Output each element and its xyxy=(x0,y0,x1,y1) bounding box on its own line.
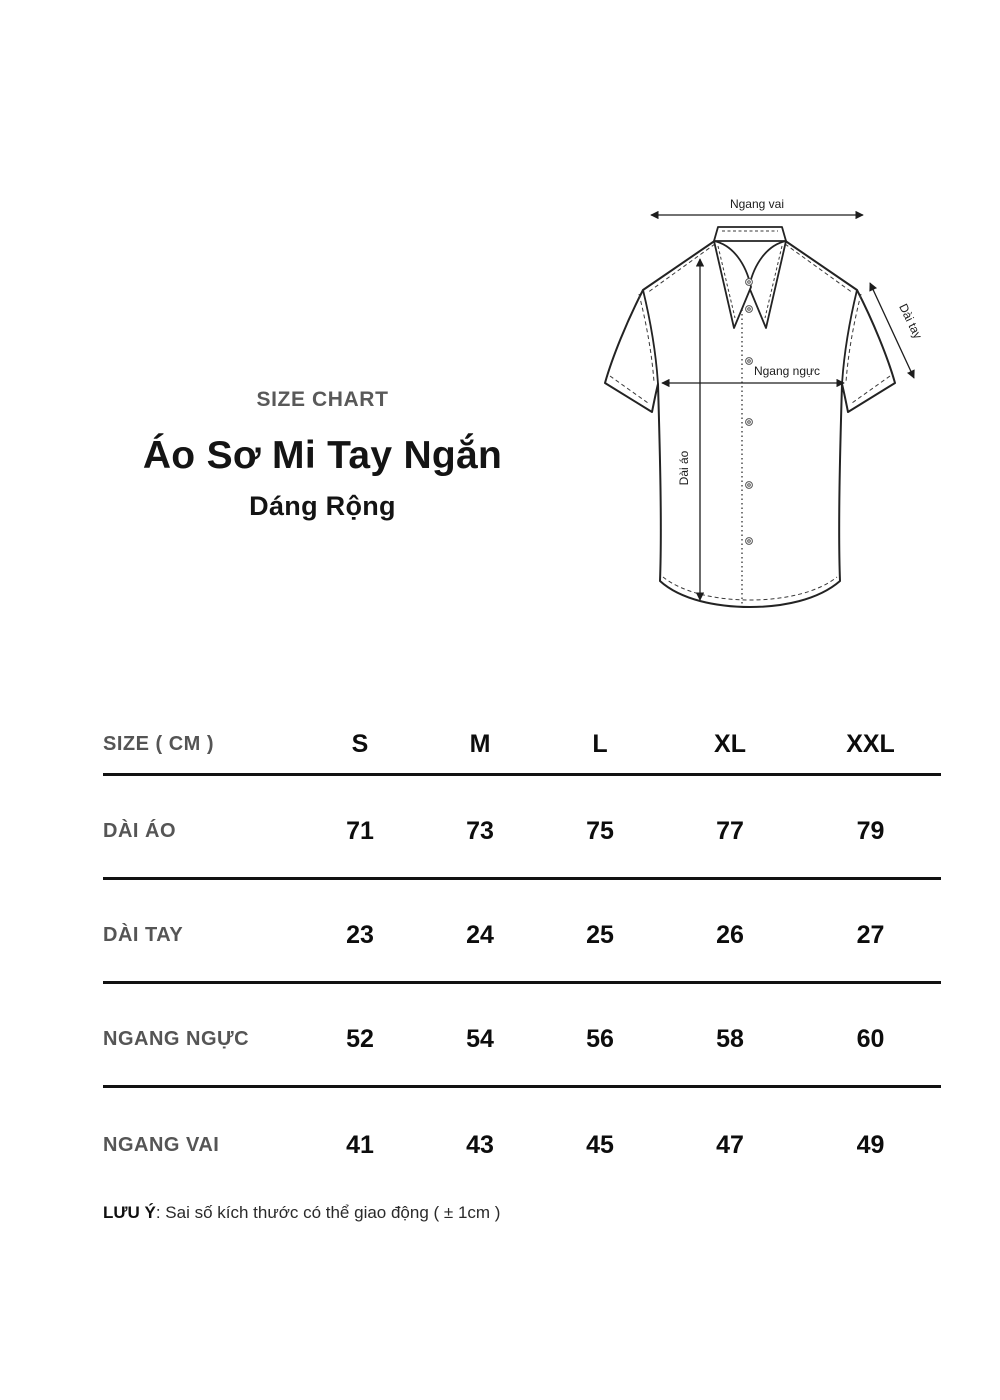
chest-width-label: Ngang ngực xyxy=(753,364,821,378)
table-row-dai-ao xyxy=(103,776,941,880)
cell-value: 24 xyxy=(466,921,494,949)
cell-value: 54 xyxy=(466,1025,494,1053)
row-label: NGANG VAI xyxy=(103,1133,220,1156)
body-length-label: Dài áo xyxy=(677,450,691,486)
tolerance-note xyxy=(103,1203,500,1223)
cell-value: 45 xyxy=(586,1130,614,1159)
shirt-measurement-diagram xyxy=(585,183,930,641)
cell-value: 79 xyxy=(856,817,885,845)
cell-value: 71 xyxy=(346,817,374,845)
cell-value: 41 xyxy=(346,1130,374,1159)
cell-value: 26 xyxy=(716,921,744,949)
cell-value: 43 xyxy=(466,1130,494,1159)
eyebrow-size-chart: SIZE CHART xyxy=(256,388,389,411)
size-col-xxl: XXL xyxy=(846,729,895,758)
note-text: : Sai số kích thước có thể giao động ( ± 1cm ) xyxy=(155,1203,501,1222)
title-block xyxy=(95,388,550,522)
page-title: Áo Sơ Mi Tay Ngắn xyxy=(142,434,503,477)
size-table xyxy=(103,715,941,1192)
cell-value: 49 xyxy=(856,1130,885,1159)
size-col-s: S xyxy=(351,729,369,758)
cell-value: 73 xyxy=(466,817,494,845)
size-table-header-row xyxy=(103,715,941,776)
row-label: DÀI TAY xyxy=(103,924,184,946)
cell-value: 75 xyxy=(586,817,614,845)
page-subtitle: Dáng Rộng xyxy=(249,491,396,521)
note-prefix: LƯU Ý xyxy=(103,1203,156,1222)
table-row-ngang-vai xyxy=(103,1088,941,1192)
shoulder-width-label: Ngang vai xyxy=(729,197,785,211)
cell-value: 56 xyxy=(586,1025,614,1053)
shirt-outline-icon xyxy=(605,227,895,607)
cell-value: 27 xyxy=(856,921,885,949)
row-label: DÀI ÁO xyxy=(103,820,176,842)
cell-value: 25 xyxy=(586,921,614,949)
cell-value: 47 xyxy=(716,1130,744,1159)
cell-value: 23 xyxy=(346,921,374,949)
table-row-ngang-nguc xyxy=(103,984,941,1088)
cell-value: 52 xyxy=(346,1025,374,1053)
row-label: NGANG NGỰC xyxy=(103,1028,250,1050)
cell-value: 77 xyxy=(716,817,744,845)
cell-value: 60 xyxy=(856,1025,885,1053)
size-col-m: M xyxy=(469,729,491,758)
size-col-xl: XL xyxy=(714,729,746,758)
sleeve-length-label: Dài tay xyxy=(896,301,926,342)
shirt-diagram-svg xyxy=(585,183,930,641)
cell-value: 58 xyxy=(716,1025,744,1053)
table-row-dai-tay xyxy=(103,880,941,984)
size-unit-label: SIZE ( CM ) xyxy=(103,732,215,755)
size-col-l: L xyxy=(592,729,608,758)
